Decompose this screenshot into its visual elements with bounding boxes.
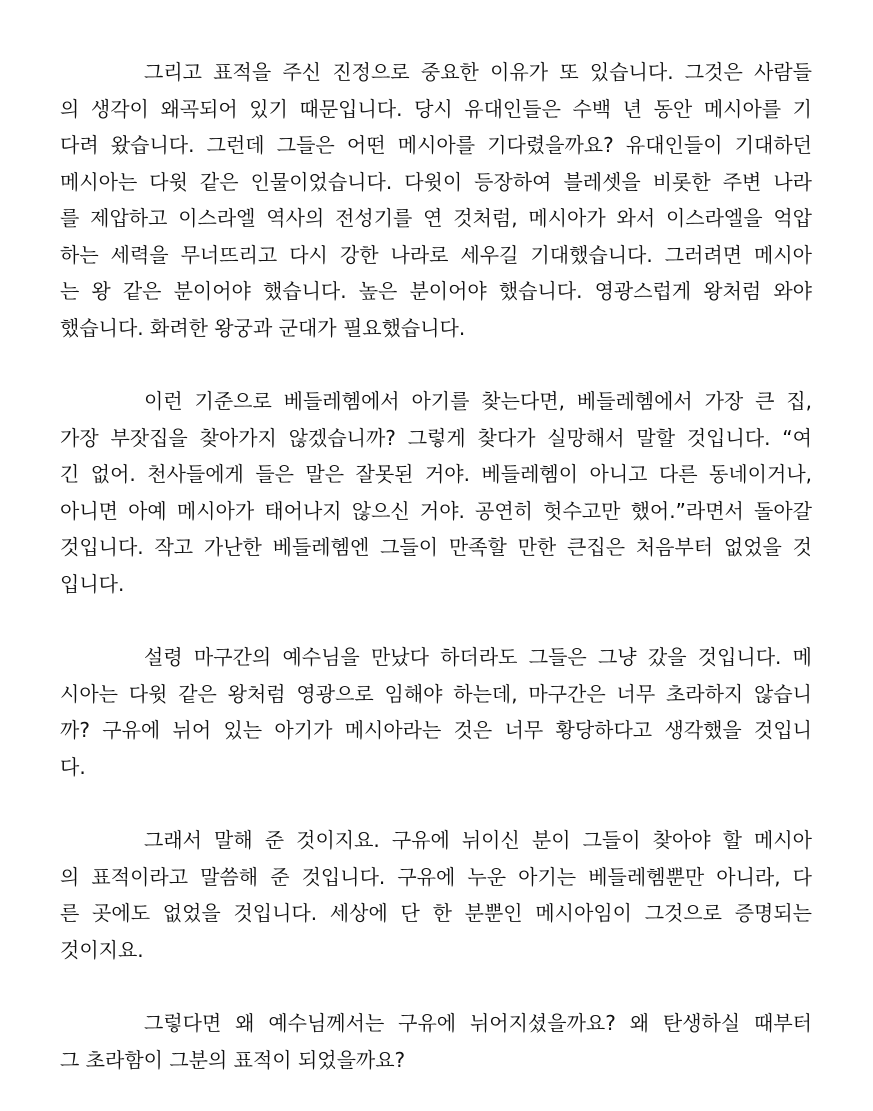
text-line: 긴 없어. 천사들에게 들은 말은 잘못된 거야. 베들레헴이 아니고 다른 동네이거나, [60, 462, 812, 486]
text-line: 는 왕 같은 분이어야 했습니다. 높은 분이어야 했습니다. 영광스럽게 왕처럼 와야 [60, 279, 812, 303]
text-line: 의 표적이라고 말씀해 준 것입니다. 구유에 누운 아기는 베들레헴뿐만 아니라, 다 [60, 864, 812, 889]
text-line: 그리고 표적을 주신 진정으로 중요한 이유가 또 있습니다. 그것은 사람들 [144, 60, 812, 84]
text-line: 것이지요. [60, 937, 144, 962]
paragraph-4 [60, 822, 812, 968]
text-line: 다려 왔습니다. 그런데 그들은 어떤 메시아를 기다렸을까요? 유대인들이 기대하던 [60, 133, 812, 157]
text-line: 의 생각이 왜곡되어 있기 때문입니다. 당시 유대인들은 수백 년 동안 메시아를 기 [60, 96, 812, 121]
text-line: 이런 기준으로 베들레헴에서 아기를 찾는다면, 베들레헴에서 가장 큰 집, [144, 389, 812, 413]
paragraph-1 [60, 54, 812, 346]
paragraph-2 [60, 383, 812, 602]
text-line: 아니면 아예 메시아가 태어나지 않으신 거야. 공연히 헛수고만 했어.”라면서 돌아갈 [60, 498, 812, 523]
text-line: 까? 구유에 뉘어 있는 아기가 메시아라는 것은 너무 황당하다고 생각했을 것입니 [60, 718, 812, 742]
text-line: 시아는 다윗 같은 왕처럼 영광으로 임해야 하는데, 마구간은 너무 초라하지 않습니 [60, 681, 812, 706]
paragraph-5 [60, 1005, 812, 1078]
text-line: 그 초라함이 그분의 표적이 되었을까요? [60, 1047, 406, 1072]
text-line: 메시아는 다윗 같은 인물이었습니다. 다윗이 등장하여 블레셋을 비롯한 주변 나라 [60, 169, 812, 194]
text-line: 했습니다. 화려한 왕궁과 군대가 필요했습니다. [60, 315, 466, 340]
text-line: 하는 세력을 무너뜨리고 다시 강한 나라로 세우길 기대했습니다. 그러려면 메시아 [60, 242, 812, 267]
text-line: 입니다. [60, 571, 125, 596]
text-line: 그래서 말해 준 것이지요. 구유에 뉘이신 분이 그들이 찾아야 할 메시아 [144, 828, 812, 852]
text-line: 설령 마구간의 예수님을 만났다 하더라도 그들은 그냥 갔을 것입니다. 메 [144, 645, 812, 669]
text-line: 것입니다. 작고 가난한 베들레헴엔 그들이 만족할 만한 큰집은 처음부터 없었을 것 [60, 535, 812, 559]
text-line: 를 제압하고 이스라엘 역사의 전성기를 연 것처럼, 메시아가 와서 이스라엘을 억압 [60, 206, 812, 230]
text-line: 다. [60, 754, 86, 779]
text-line: 가장 부잣집을 찾아가지 않겠습니까? 그렇게 찾다가 실망해서 말할 것입니다. “여 [60, 425, 812, 450]
text-line: 른 곳에도 없었을 것입니다. 세상에 단 한 분뿐인 메시아임이 그것으로 증명되는 [60, 901, 812, 925]
text-line: 그렇다면 왜 예수님께서는 구유에 뉘어지셨을까요? 왜 탄생하실 때부터 [144, 1011, 812, 1035]
paragraph-3 [60, 639, 812, 785]
